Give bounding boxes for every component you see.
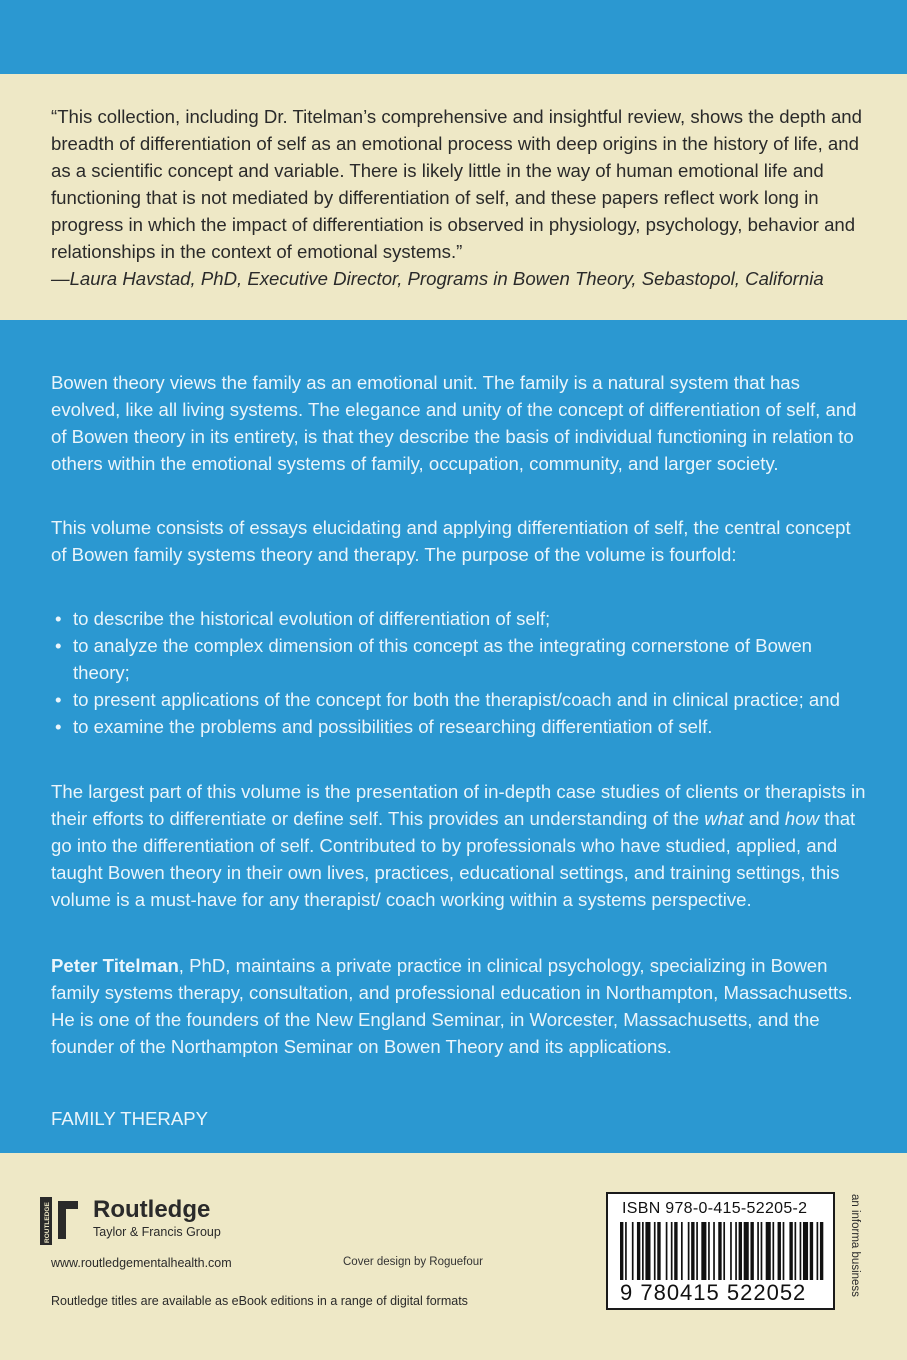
barcode-bar: [750, 1222, 753, 1280]
isbn-barcode-box: [606, 1192, 835, 1310]
informa-business-label: an informa business: [849, 1194, 861, 1297]
barcode-bar: [620, 1222, 623, 1280]
svg-text:ROUTLEDGE: ROUTLEDGE: [44, 1202, 51, 1243]
barcode-bar: [778, 1222, 781, 1280]
barcode-digits: 9 780415 522052: [620, 1280, 807, 1305]
barcode-bar: [713, 1222, 715, 1280]
barcode-bar: [691, 1222, 694, 1280]
barcode-bar: [642, 1222, 644, 1280]
barcode-bar: [730, 1222, 732, 1280]
barcode-bar: [674, 1222, 677, 1280]
description-paragraph-2: This volume consists of essays elucidating and applying differentiation of self, the central concept of Bowen family systems theory and therapy. The purpose of the volume is fourfold:: [51, 517, 851, 565]
barcode-bar: [757, 1222, 759, 1280]
barcode-bar: [800, 1222, 802, 1280]
publisher-website: www.routledgementalhealth.com: [51, 1256, 232, 1270]
barcode-bar: [772, 1222, 774, 1280]
barcode-bar: [810, 1222, 813, 1280]
barcode-bar: [645, 1222, 650, 1280]
cover-design-credit: Cover design by Roguefour: [343, 1256, 483, 1268]
emphasis-what: what: [704, 808, 744, 829]
barcode-bar: [744, 1222, 749, 1280]
barcode-bar: [783, 1222, 785, 1280]
barcode-bar: [666, 1222, 668, 1280]
barcode-bar: [625, 1222, 627, 1280]
barcode-bar: [817, 1222, 819, 1280]
endorsement-attribution: —Laura Havstad, PhD, Executive Director, Programs in Bowen Theory, Sebastopol, California: [51, 268, 824, 289]
barcode-bar: [735, 1222, 737, 1280]
paragraph-3-text-a: The largest part of this volume is the presentation of in-depth case studies of clients or therapists in their efforts to differentiate or define self. This provides an understanding of the: [51, 781, 866, 829]
barcode-bar: [688, 1222, 690, 1280]
subject-category: FAMILY THERAPY: [51, 1108, 209, 1129]
barcode-bar: [795, 1222, 797, 1280]
barcode-bar: [761, 1222, 763, 1280]
barcode-bar: [657, 1222, 660, 1280]
routledge-logo-icon: [38, 1195, 86, 1247]
emphasis-how: how: [784, 808, 820, 829]
publisher-group: Taylor & Francis Group: [93, 1225, 221, 1239]
purpose-list-item: • to describe the historical evolution of differentiation of self;: [51, 605, 871, 632]
description-paragraph-1: Bowen theory views the family as an emotional unit. The family is a natural system that has evolved, like all living systems. The elegance and unity of the concept of differentiation of self, and of Bowen theory in its entirety, is that they describe the basis of individual functioning in relation to others within the emotional systems of family, occupation, community, and larger society.: [51, 372, 857, 474]
barcode-bar: [632, 1222, 634, 1280]
barcode-icon: [620, 1222, 825, 1280]
barcode-bar: [681, 1222, 683, 1280]
purpose-list-item: • to analyze the complex dimension of this concept as the integrating cornerstone of Bowen theory;: [51, 632, 871, 686]
paragraph-3-text-b: and: [743, 808, 785, 829]
isbn-label: ISBN 978-0-415-52205-2: [622, 1200, 808, 1217]
paragraph-3-text-c: that go into the differentiation of self. Contributed to by professionals who have studied, applied, and taught Bowen theory in their own lives, practices, educational settings, and training settings, this volume is a must-have for any therapist/ coach working within a systems perspective.: [51, 808, 856, 910]
purpose-list-item: • to present applications of the concept for both the therapist/coach and in clinical practice; and: [51, 686, 871, 713]
purpose-list-item: • to examine the problems and possibilities of researching differentiation of self.: [51, 713, 871, 740]
description-paragraph-3: [51, 778, 871, 913]
barcode-bar: [708, 1222, 710, 1280]
barcode-bar: [789, 1222, 792, 1280]
top-blue-band: [0, 0, 907, 74]
barcode-bar: [654, 1222, 656, 1280]
barcode-bar: [696, 1222, 698, 1280]
endorsement-quote: “This collection, including Dr. Titelman’s comprehensive and insightful review, shows the depth and breadth of differentiation of self as an emotional process with deep origins in the history of life, and as a scientific concept and variable. There is likely little in the way of human emotional life and functioning that is not mediated by differentiation of self, and these papers reflect work long in progress in which the impact of differentiation is observed in physiology, psychology, behavior and relationships in the context of emotional systems.”: [51, 106, 862, 262]
barcode-bar: [637, 1222, 640, 1280]
barcode-bar: [671, 1222, 673, 1280]
barcode-bar: [766, 1222, 771, 1280]
barcode-bar: [820, 1222, 823, 1280]
publisher-block: [38, 1195, 338, 1247]
author-bio-text: , PhD, maintains a private practice in clinical psychology, specializing in Bowen family systems therapy, consultation, and professional education in Northampton, Massachusetts. He is one of the founders of the New England Seminar, in Worcester, Massachusetts, and the founder of the Northampton Seminar on Bowen Theory and its applications.: [51, 955, 853, 1057]
purpose-list: [51, 605, 871, 740]
publisher-name: Routledge: [93, 1196, 211, 1223]
barcode-bar: [739, 1222, 742, 1280]
barcode-bar: [723, 1222, 725, 1280]
author-bio: [51, 952, 871, 1060]
barcode-bar: [718, 1222, 721, 1280]
barcode-bar: [701, 1222, 706, 1280]
ebook-availability-note: Routledge titles are available as eBook editions in a range of digital formats: [51, 1294, 468, 1308]
author-name: Peter Titelman: [51, 955, 179, 976]
barcode-bar: [803, 1222, 808, 1280]
